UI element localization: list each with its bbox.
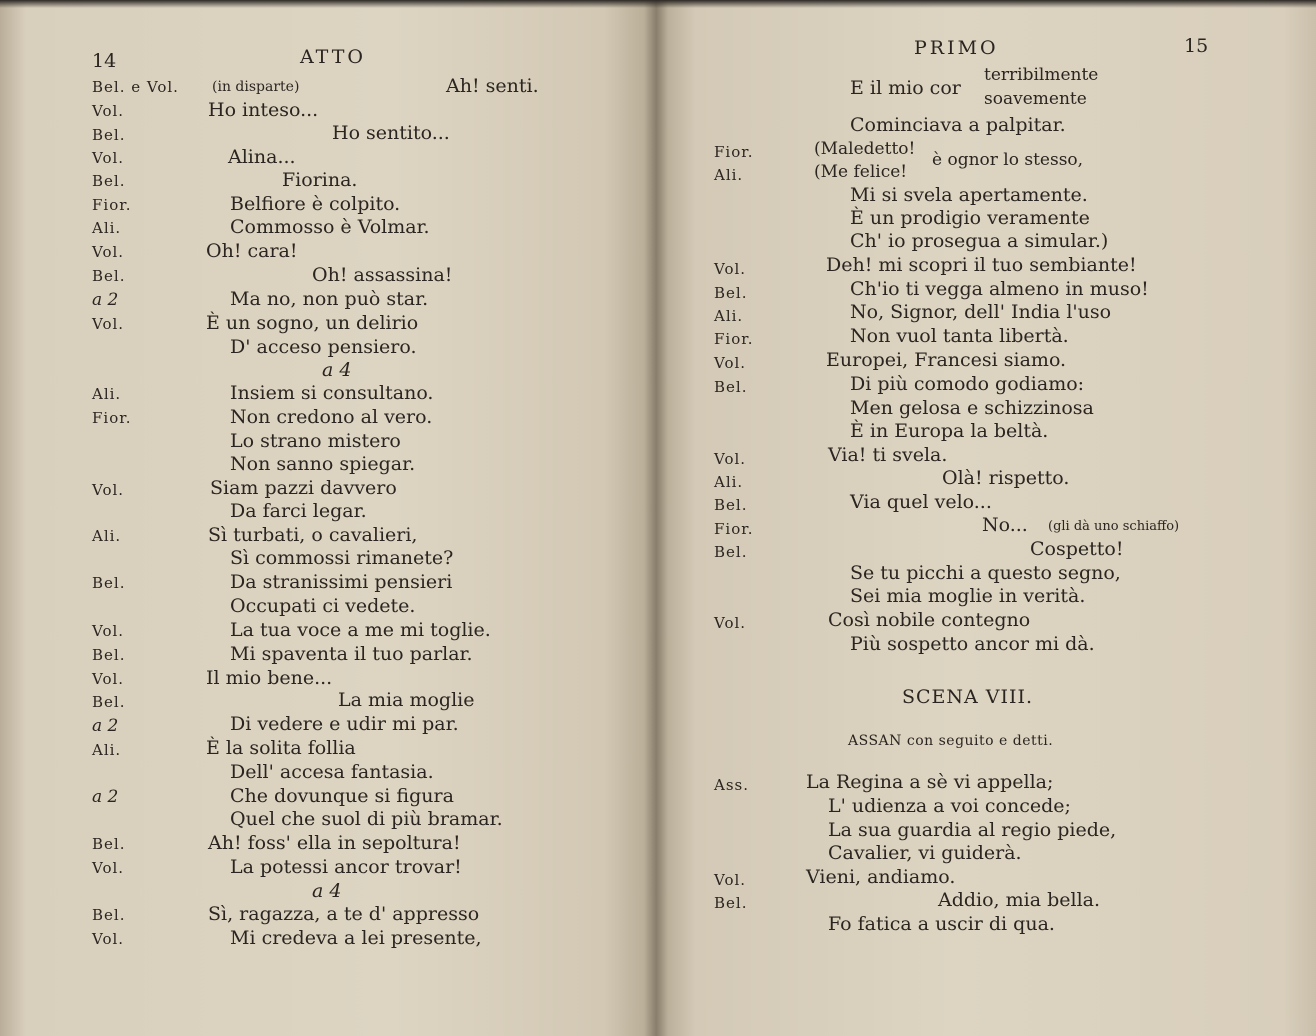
ensemble-marker: a 4 [322, 359, 352, 381]
speaker: Vol. [92, 930, 125, 948]
speaker: Vol. [92, 670, 125, 688]
verse-line: Occupati ci vedete. [230, 595, 416, 617]
verse-line: No, Signor, dell' India l'uso [850, 301, 1112, 323]
stage-direction: (in disparte) [212, 79, 300, 95]
speaker: Vol. [714, 260, 747, 278]
verse-line: Che dovunque si figura [230, 785, 454, 807]
verse-line: Non credono al vero. [230, 406, 433, 428]
verse-line: Ah! foss' ella in sepoltura! [208, 832, 461, 854]
speaker: Bel. [92, 835, 126, 853]
verse-line: La sua guardia al regio piede, [828, 819, 1117, 841]
verse-line: Ch' io prosegua a simular.) [850, 230, 1109, 252]
verse-line: Oh! assassina! [312, 264, 453, 286]
verse-line: La Regina a sè vi appella; [806, 771, 1054, 793]
verse-line: Non vuol tanta libertà. [850, 325, 1069, 347]
verse-line: Siam pazzi davvero [210, 477, 397, 499]
verse-line: Più sospetto ancor mi dà. [850, 633, 1095, 655]
right-page [656, 0, 1316, 1036]
speaker: Fior. [714, 143, 754, 161]
speaker: Bel. e Vol. [92, 78, 179, 96]
verse-line: Il mio bene... [206, 667, 333, 689]
verse-line: No... [982, 514, 1028, 536]
verse-line: Di vedere e udir mi par. [230, 713, 459, 735]
shared-verse: è ognor lo stesso, [932, 150, 1084, 170]
verse-line: E il mio cor [850, 77, 961, 99]
verse-line: Da stranissimi pensieri [230, 571, 453, 593]
speaker: Fior. [714, 520, 754, 538]
speaker: Vol. [92, 622, 125, 640]
verse-line: Vieni, andiamo. [806, 866, 956, 888]
verse-line: La potessi ancor trovar! [230, 856, 462, 878]
verse-line: Fiorina. [282, 169, 358, 191]
verse-line: (Me felice! [814, 162, 908, 182]
speaker: Fior. [714, 330, 754, 348]
verse-line: Ho inteso... [208, 99, 319, 121]
speaker: Vol. [92, 149, 125, 167]
speaker: Vol. [714, 354, 747, 372]
speaker: Vol. [92, 243, 125, 261]
verse-line: Men gelosa e schizzinosa [850, 397, 1094, 419]
verse-line: È un sogno, un delirio [206, 312, 419, 334]
verse-line: Belfiore è colpito. [230, 193, 401, 215]
speaker: Ali. [92, 219, 122, 237]
speaker: Ali. [714, 473, 744, 491]
verse-line: Mi spaventa il tuo parlar. [230, 643, 473, 665]
verse-variant: soavemente [984, 89, 1087, 109]
verse-line: Quel che suol di più bramar. [230, 808, 503, 830]
page-number: 14 [92, 50, 117, 72]
page-header: ATTO [300, 46, 366, 68]
speaker: Bel. [92, 646, 126, 664]
speaker: Vol. [92, 859, 125, 877]
speaker: a 2 [92, 290, 119, 310]
speaker: Bel. [92, 267, 126, 285]
verse-line: Se tu picchi a questo segno, [850, 562, 1121, 584]
scene-cast: ASSAN con seguito e detti. [848, 733, 1054, 749]
verse-line: Cominciava a palpitar. [850, 114, 1066, 136]
speaker: Bel. [92, 693, 126, 711]
speaker: Bel. [714, 543, 748, 561]
speaker: Ali. [92, 741, 122, 759]
verse-variant: terribilmente [984, 65, 1099, 85]
speaker: Vol. [714, 614, 747, 632]
verse-line: L' udienza a voi concede; [828, 795, 1071, 817]
verse-line: Ho sentito... [332, 122, 450, 144]
left-page [0, 0, 656, 1036]
verse-line: Alina... [228, 146, 296, 168]
verse-line: (Maledetto! [814, 139, 916, 159]
verse-line: Ma no, non può star. [230, 288, 429, 310]
verse-line: Sì, ragazza, a te d' appresso [208, 903, 480, 925]
verse-line: Addio, mia bella. [938, 889, 1101, 911]
page-header: PRIMO [914, 37, 999, 59]
scene-heading: SCENA VIII. [902, 686, 1034, 708]
verse-line: Non sanno spiegar. [230, 453, 416, 475]
speaker: Vol. [714, 871, 747, 889]
verse-line: Oh! cara! [206, 240, 298, 262]
verse-line: È la solita follia [206, 737, 356, 759]
speaker: Ali. [92, 385, 122, 403]
verse-line: Commosso è Volmar. [230, 216, 430, 238]
verse-line: Ah! senti. [446, 75, 539, 97]
verse-line: Cavalier, vi guiderà. [828, 842, 1022, 864]
speaker: Ali. [714, 307, 744, 325]
speaker: Vol. [714, 450, 747, 468]
verse-line: È in Europa la beltà. [850, 420, 1049, 442]
speaker: Fior. [92, 196, 132, 214]
verse-line: Così nobile contegno [828, 609, 1031, 631]
verse-line: Sì turbati, o cavalieri, [208, 524, 418, 546]
speaker: Fior. [92, 409, 132, 427]
verse-line: Olà! rispetto. [942, 467, 1070, 489]
verse-line: Via quel velo... [850, 491, 992, 513]
speaker: Bel. [714, 894, 748, 912]
stage-direction: (gli dà uno schiaffo) [1048, 519, 1180, 534]
verse-line: Mi credeva a lei presente, [230, 927, 482, 949]
verse-line: Fo fatica a uscir di qua. [828, 913, 1055, 935]
verse-line: Di più comodo godiamo: [850, 373, 1085, 395]
speaker: Bel. [92, 906, 126, 924]
speaker: Ali. [92, 527, 122, 545]
ensemble-marker: a 4 [312, 880, 342, 902]
speaker: Bel. [714, 378, 748, 396]
verse-line: Mi si svela apertamente. [850, 184, 1088, 206]
verse-line: Dell' accesa fantasia. [230, 761, 434, 783]
speaker: a 2 [92, 787, 119, 807]
speaker: Bel. [92, 574, 126, 592]
verse-line: Sei mia moglie in verità. [850, 585, 1086, 607]
verse-line: Via! ti svela. [828, 444, 948, 466]
verse-line: Lo strano mistero [230, 430, 401, 452]
verse-line: La tua voce a me mi toglie. [230, 619, 491, 641]
verse-line: Deh! mi scopri il tuo sembiante! [826, 254, 1137, 276]
speaker: Vol. [92, 102, 125, 120]
speaker: Bel. [92, 172, 126, 190]
speaker: Vol. [92, 315, 125, 333]
speaker: a 2 [92, 716, 119, 736]
verse-line: Da farci legar. [230, 500, 367, 522]
speaker: Ass. [714, 776, 749, 794]
verse-line: D' acceso pensiero. [230, 336, 417, 358]
verse-line: Insiem si consultano. [230, 382, 434, 404]
speaker: Bel. [714, 284, 748, 302]
verse-line: La mia moglie [338, 689, 475, 711]
speaker: Ali. [714, 166, 744, 184]
page-number: 15 [1184, 35, 1209, 57]
verse-line: Ch'io ti vegga almeno in muso! [850, 278, 1149, 300]
verse-line: Cospetto! [1030, 538, 1124, 560]
speaker: Bel. [714, 496, 748, 514]
speaker: Vol. [92, 481, 125, 499]
verse-line: È un prodigio veramente [850, 207, 1090, 229]
verse-line: Europei, Francesi siamo. [826, 349, 1067, 371]
speaker: Bel. [92, 126, 126, 144]
verse-line: Sì commossi rimanete? [230, 547, 454, 569]
